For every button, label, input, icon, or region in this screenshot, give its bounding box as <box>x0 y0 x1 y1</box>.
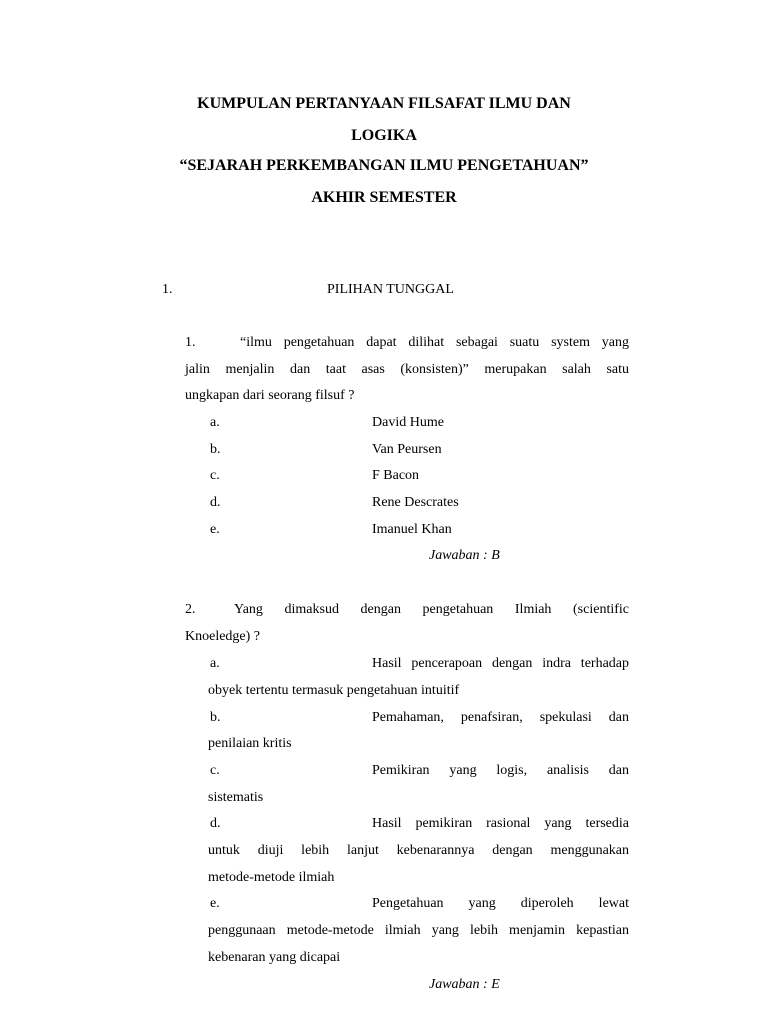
question-1-option-b-text: Van Peursen <box>372 442 442 457</box>
question-1-option-a-text: David Hume <box>372 415 444 430</box>
section-title: PILIHAN TUNGGAL <box>327 282 454 297</box>
question-1-option-d-text: Rene Descrates <box>372 495 459 510</box>
question-1-option-b-letter: b. <box>210 442 221 457</box>
question-2-option-d-letter: d. <box>210 816 221 831</box>
question-2-option-b-text: Pemahaman, penafsiran, spekulasi dan <box>372 710 629 725</box>
question-2-option-c-text: Pemikiran yang logis, analisis dan <box>372 763 629 778</box>
question-2-option-e-letter: e. <box>210 896 220 911</box>
question-2-option-a-text: Hasil pencerapoan dengan indra terhadap <box>372 656 629 671</box>
question-2-answer: Jawaban : E <box>429 977 500 992</box>
question-2-option-a-continuation: obyek tertentu termasuk pengetahuan intuitif <box>208 683 460 698</box>
section-number: 1. <box>162 282 173 297</box>
document-title-line-2: LOGIKA <box>351 127 417 144</box>
question-1-option-e-text: Imanuel Khan <box>372 522 452 537</box>
question-2-line-1: Yang dimaksud dengan pengetahuan Ilmiah (scientific <box>234 602 629 617</box>
question-2-option-c-letter: c. <box>210 763 220 778</box>
question-2-option-d-continuation-1: untuk diuji lebih lanjut kebenarannya dengan menggunakan <box>208 843 629 858</box>
question-1-line-1: “ilmu pengetahuan dapat dilihat sebagai suatu system yang <box>240 335 629 350</box>
question-1-option-a-letter: a. <box>210 415 220 430</box>
question-2-option-b-letter: b. <box>210 710 221 725</box>
document-subtitle: “SEJARAH PERKEMBANGAN ILMU PENGETAHUAN” <box>179 157 589 174</box>
question-2-option-a-letter: a. <box>210 656 220 671</box>
question-1-line-3: ungkapan dari seorang filsuf ? <box>185 388 355 403</box>
question-2-number: 2. <box>185 602 196 617</box>
question-2-option-d-text: Hasil pemikiran rasional yang tersedia <box>372 816 629 831</box>
question-1-option-d-letter: d. <box>210 495 221 510</box>
question-2-option-d-continuation-2: metode-metode ilmiah <box>208 870 335 885</box>
question-1-option-c-text: F Bacon <box>372 468 420 483</box>
question-1-answer: Jawaban : B <box>429 548 500 563</box>
question-2-line-2: Knoeledge) ? <box>185 629 261 644</box>
question-1-line-2: jalin menjalin dan taat asas (konsisten)” merupakan salah satu <box>185 362 629 377</box>
question-2-option-e-continuation-2: kebenaran yang dicapai <box>208 950 341 965</box>
question-1-option-e-letter: e. <box>210 522 220 537</box>
question-2-option-b-continuation: penilaian kritis <box>208 736 292 751</box>
question-1-option-c-letter: c. <box>210 468 220 483</box>
question-2-option-e-continuation-1: penggunaan metode-metode ilmiah yang lebih menjamin kepastian <box>208 923 629 938</box>
question-2-option-c-continuation: sistematis <box>208 790 264 805</box>
question-1-number: 1. <box>185 335 196 350</box>
document-semester-label: AKHIR SEMESTER <box>311 189 457 206</box>
document-title-line-1: KUMPULAN PERTANYAAN FILSAFAT ILMU DAN <box>197 95 571 112</box>
question-2-option-e-text: Pengetahuan yang diperoleh lewat <box>372 896 629 911</box>
